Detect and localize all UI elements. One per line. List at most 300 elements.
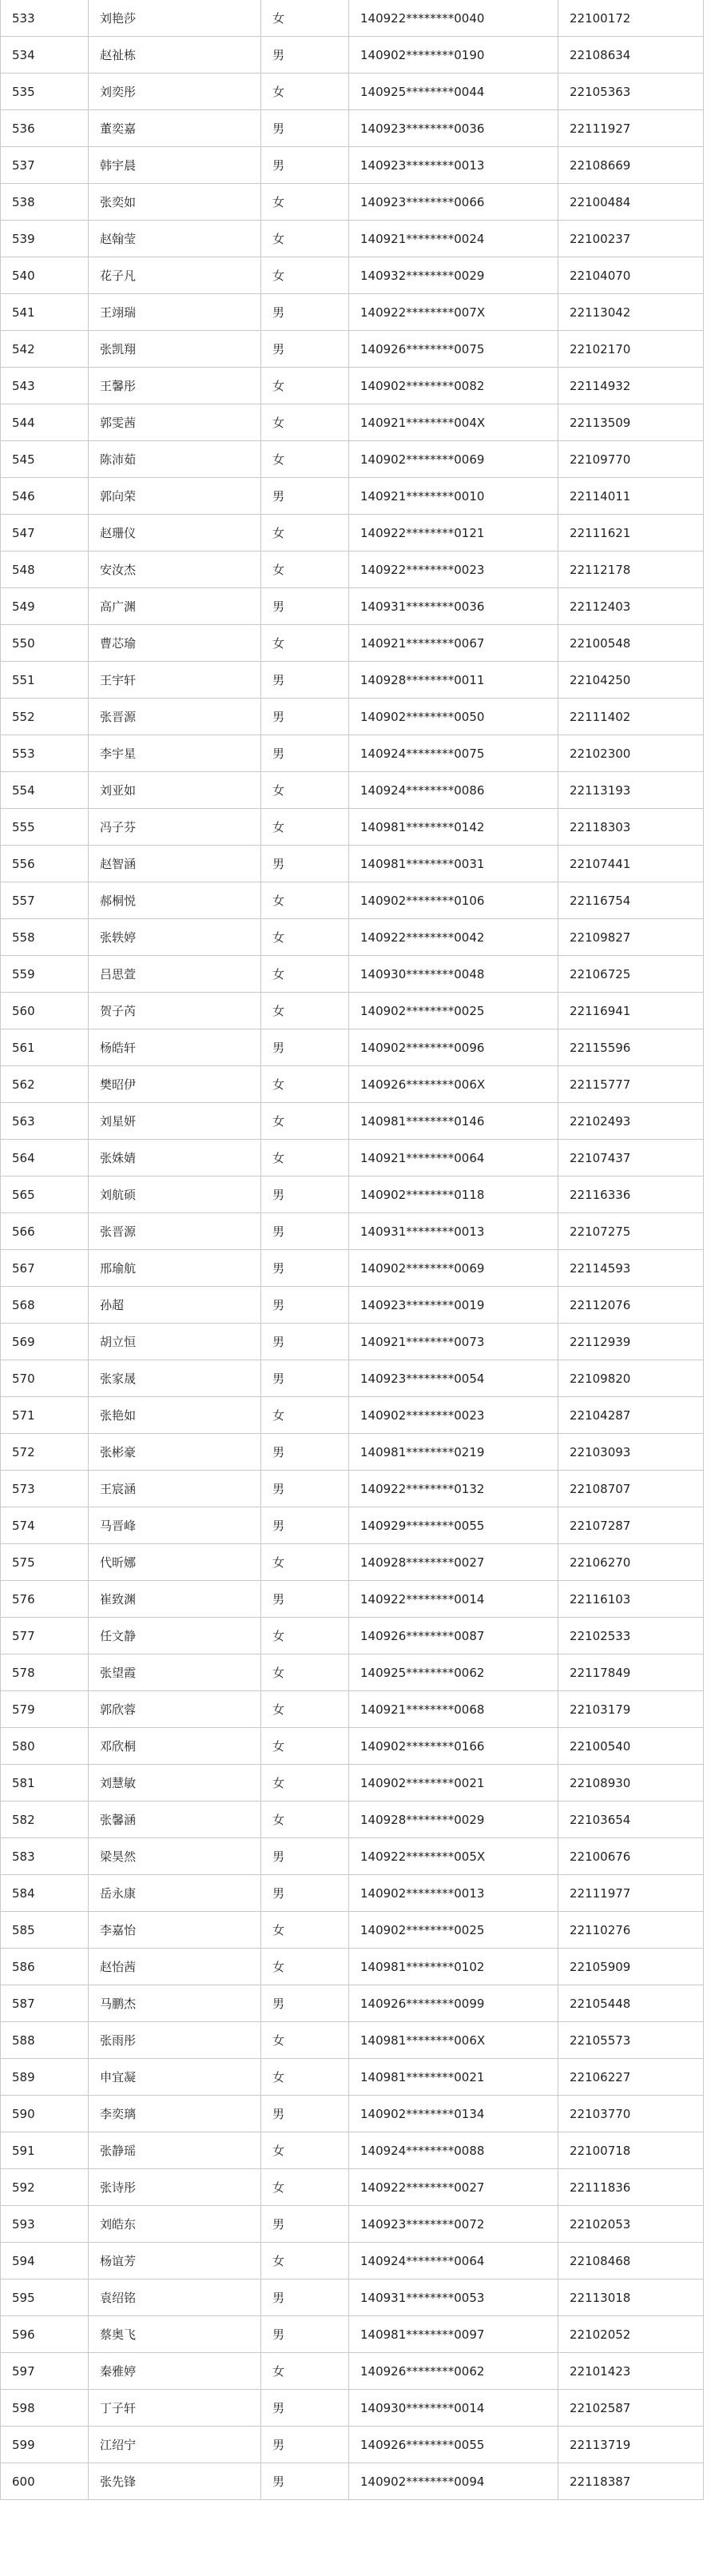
student-name: 李宇星 (89, 735, 261, 772)
student-name: 代昕娜 (89, 1544, 261, 1581)
exam-number: 22105573 (558, 2022, 704, 2059)
student-name: 赵珊仪 (89, 515, 261, 551)
gender-cell: 男 (261, 2316, 349, 2353)
row-number: 597 (1, 2353, 89, 2390)
id-number: 140922********0040 (349, 0, 558, 37)
student-name: 王宇轩 (89, 662, 261, 699)
table-row (1, 2390, 704, 2427)
table-row (1, 1875, 704, 1912)
row-number: 548 (1, 551, 89, 588)
id-number: 140902********0082 (349, 368, 558, 404)
id-number: 140928********0029 (349, 1802, 558, 1838)
exam-number: 22108707 (558, 1471, 704, 1507)
row-number: 598 (1, 2390, 89, 2427)
table-row (1, 1949, 704, 1985)
gender-cell: 男 (261, 735, 349, 772)
student-name: 刘慧敏 (89, 1765, 261, 1802)
table-row (1, 2169, 704, 2206)
student-name: 董奕嘉 (89, 110, 261, 147)
exam-number: 22100172 (558, 0, 704, 37)
exam-number: 22115777 (558, 1066, 704, 1103)
id-number: 140926********006X (349, 1066, 558, 1103)
table-row (1, 331, 704, 368)
gender-cell: 女 (261, 993, 349, 1029)
student-name: 张彬豪 (89, 1434, 261, 1471)
table-row (1, 2463, 704, 2500)
exam-number: 22116754 (558, 882, 704, 919)
student-name: 马晋峰 (89, 1507, 261, 1544)
student-name: 邓欣桐 (89, 1728, 261, 1765)
gender-cell: 男 (261, 699, 349, 735)
id-number: 140921********004X (349, 404, 558, 441)
student-name: 李嘉怡 (89, 1912, 261, 1949)
gender-cell: 女 (261, 956, 349, 993)
student-name: 邢瑜航 (89, 1250, 261, 1287)
row-number: 592 (1, 2169, 89, 2206)
id-number: 140923********0066 (349, 184, 558, 221)
table-row (1, 772, 704, 809)
gender-cell: 男 (261, 2427, 349, 2463)
gender-cell: 女 (261, 221, 349, 257)
gender-cell: 女 (261, 1912, 349, 1949)
table-row (1, 1213, 704, 1250)
table-row (1, 1397, 704, 1434)
gender-cell: 女 (261, 882, 349, 919)
gender-cell: 女 (261, 1140, 349, 1177)
row-number: 547 (1, 515, 89, 551)
row-number: 540 (1, 257, 89, 294)
exam-number: 22111927 (558, 110, 704, 147)
gender-cell: 男 (261, 37, 349, 74)
exam-number: 22113509 (558, 404, 704, 441)
exam-number: 22113018 (558, 2279, 704, 2316)
id-number: 140902********0094 (349, 2463, 558, 2500)
table-row (1, 1838, 704, 1875)
exam-number: 22103093 (558, 1434, 704, 1471)
gender-cell: 女 (261, 1544, 349, 1581)
gender-cell: 男 (261, 1250, 349, 1287)
student-name: 孙超 (89, 1287, 261, 1324)
table-row (1, 1728, 704, 1765)
table-row (1, 551, 704, 588)
row-number: 595 (1, 2279, 89, 2316)
student-name: 蔡奥飞 (89, 2316, 261, 2353)
id-number: 140902********0069 (349, 1250, 558, 1287)
id-number: 140921********0067 (349, 625, 558, 662)
gender-cell: 女 (261, 625, 349, 662)
row-number: 596 (1, 2316, 89, 2353)
student-name: 张凯翔 (89, 331, 261, 368)
table-row (1, 882, 704, 919)
row-number: 577 (1, 1618, 89, 1654)
gender-cell: 女 (261, 257, 349, 294)
row-number: 563 (1, 1103, 89, 1140)
gender-cell: 女 (261, 2022, 349, 2059)
id-number: 140981********0021 (349, 2059, 558, 2096)
student-name: 秦雅婷 (89, 2353, 261, 2390)
exam-number: 22110276 (558, 1912, 704, 1949)
gender-cell: 男 (261, 1324, 349, 1360)
student-name: 王宸涵 (89, 1471, 261, 1507)
row-number: 568 (1, 1287, 89, 1324)
gender-cell: 女 (261, 1728, 349, 1765)
student-name: 赵智涵 (89, 846, 261, 882)
exam-number: 22117849 (558, 1654, 704, 1691)
table-row (1, 699, 704, 735)
table-row (1, 1360, 704, 1397)
student-name: 杨谊芳 (89, 2243, 261, 2279)
id-number: 140923********0054 (349, 1360, 558, 1397)
id-number: 140922********007X (349, 294, 558, 331)
student-name: 赵怡茜 (89, 1949, 261, 1985)
gender-cell: 男 (261, 1581, 349, 1618)
table-row (1, 1654, 704, 1691)
student-name: 胡立恒 (89, 1324, 261, 1360)
table-row (1, 1177, 704, 1213)
table-row (1, 184, 704, 221)
student-name: 丁子轩 (89, 2390, 261, 2427)
row-number: 578 (1, 1654, 89, 1691)
id-number: 140902********0023 (349, 1397, 558, 1434)
table-row (1, 1029, 704, 1066)
row-number: 559 (1, 956, 89, 993)
gender-cell: 男 (261, 2096, 349, 2132)
gender-cell: 女 (261, 404, 349, 441)
exam-number: 22103654 (558, 1802, 704, 1838)
gender-cell: 男 (261, 147, 349, 184)
table-row (1, 625, 704, 662)
gender-cell: 男 (261, 478, 349, 515)
exam-number: 22108669 (558, 147, 704, 184)
gender-cell: 女 (261, 74, 349, 110)
gender-cell: 女 (261, 809, 349, 846)
exam-number: 22109827 (558, 919, 704, 956)
exam-number: 22116336 (558, 1177, 704, 1213)
table-row (1, 1985, 704, 2022)
id-number: 140922********0042 (349, 919, 558, 956)
table-row (1, 1103, 704, 1140)
student-name: 崔致渊 (89, 1581, 261, 1618)
table-row (1, 846, 704, 882)
row-number: 587 (1, 1985, 89, 2022)
student-name: 王翊瑞 (89, 294, 261, 331)
student-name: 刘皓东 (89, 2206, 261, 2243)
student-name: 郭向荣 (89, 478, 261, 515)
exam-number: 22107287 (558, 1507, 704, 1544)
gender-cell: 女 (261, 1802, 349, 1838)
gender-cell: 男 (261, 2390, 349, 2427)
table-row (1, 294, 704, 331)
student-name: 马鹏杰 (89, 1985, 261, 2022)
exam-number: 22100676 (558, 1838, 704, 1875)
id-number: 140930********0048 (349, 956, 558, 993)
gender-cell: 男 (261, 1875, 349, 1912)
student-name: 吕思萱 (89, 956, 261, 993)
student-name: 曹芯瑜 (89, 625, 261, 662)
table-row (1, 1544, 704, 1581)
gender-cell: 女 (261, 1618, 349, 1654)
gender-cell: 男 (261, 294, 349, 331)
table-row (1, 515, 704, 551)
row-number: 550 (1, 625, 89, 662)
gender-cell: 男 (261, 662, 349, 699)
exam-number: 22100540 (558, 1728, 704, 1765)
student-name: 岳永康 (89, 1875, 261, 1912)
table-row (1, 368, 704, 404)
student-name: 张晋源 (89, 699, 261, 735)
row-number: 590 (1, 2096, 89, 2132)
gender-cell: 男 (261, 2463, 349, 2500)
id-number: 140930********0014 (349, 2390, 558, 2427)
table-row (1, 2427, 704, 2463)
student-name: 杨皓轩 (89, 1029, 261, 1066)
gender-cell: 男 (261, 588, 349, 625)
exam-number: 22112178 (558, 551, 704, 588)
exam-number: 22106725 (558, 956, 704, 993)
id-number: 140902********0106 (349, 882, 558, 919)
row-number: 533 (1, 0, 89, 37)
student-name: 赵翰莹 (89, 221, 261, 257)
gender-cell: 女 (261, 1654, 349, 1691)
id-number: 140981********0146 (349, 1103, 558, 1140)
id-number: 140925********0044 (349, 74, 558, 110)
id-number: 140923********0036 (349, 110, 558, 147)
exam-number: 22112939 (558, 1324, 704, 1360)
id-number: 140902********0025 (349, 1912, 558, 1949)
exam-number: 22111621 (558, 515, 704, 551)
row-number: 570 (1, 1360, 89, 1397)
table-row (1, 1066, 704, 1103)
table-row (1, 1324, 704, 1360)
row-number: 562 (1, 1066, 89, 1103)
exam-number: 22108468 (558, 2243, 704, 2279)
id-number: 140922********0023 (349, 551, 558, 588)
student-name: 任文静 (89, 1618, 261, 1654)
row-number: 580 (1, 1728, 89, 1765)
id-number: 140924********0088 (349, 2132, 558, 2169)
gender-cell: 女 (261, 1103, 349, 1140)
gender-cell: 女 (261, 1949, 349, 1985)
row-number: 565 (1, 1177, 89, 1213)
exam-number: 22111977 (558, 1875, 704, 1912)
id-number: 140922********0027 (349, 2169, 558, 2206)
student-name: 刘星妍 (89, 1103, 261, 1140)
gender-cell: 女 (261, 2169, 349, 2206)
row-number: 556 (1, 846, 89, 882)
id-number: 140928********0027 (349, 1544, 558, 1581)
gender-cell: 女 (261, 2243, 349, 2279)
table-row (1, 37, 704, 74)
table-row (1, 110, 704, 147)
row-number: 535 (1, 74, 89, 110)
exam-number: 22111836 (558, 2169, 704, 2206)
id-number: 140902********0190 (349, 37, 558, 74)
row-number: 582 (1, 1802, 89, 1838)
exam-number: 22116941 (558, 993, 704, 1029)
row-number: 566 (1, 1213, 89, 1250)
gender-cell: 女 (261, 1765, 349, 1802)
student-name: 袁绍铭 (89, 2279, 261, 2316)
table-row (1, 588, 704, 625)
student-name: 张姝婧 (89, 1140, 261, 1177)
exam-number: 22109770 (558, 441, 704, 478)
student-name: 刘亚如 (89, 772, 261, 809)
exam-number: 22102053 (558, 2206, 704, 2243)
row-number: 581 (1, 1765, 89, 1802)
id-number: 140902********0013 (349, 1875, 558, 1912)
row-number: 537 (1, 147, 89, 184)
id-number: 140922********005X (349, 1838, 558, 1875)
id-number: 140902********0118 (349, 1177, 558, 1213)
row-number: 571 (1, 1397, 89, 1434)
exam-number: 22114593 (558, 1250, 704, 1287)
exam-number: 22114932 (558, 368, 704, 404)
exam-number: 22107275 (558, 1213, 704, 1250)
row-number: 586 (1, 1949, 89, 1985)
exam-number: 22104287 (558, 1397, 704, 1434)
gender-cell: 女 (261, 1691, 349, 1728)
id-number: 140931********0036 (349, 588, 558, 625)
table-row (1, 1912, 704, 1949)
student-name: 张诗彤 (89, 2169, 261, 2206)
student-name: 申宜凝 (89, 2059, 261, 2096)
table-row (1, 441, 704, 478)
table-row (1, 2132, 704, 2169)
gender-cell: 男 (261, 1360, 349, 1397)
table-row (1, 2096, 704, 2132)
gender-cell: 男 (261, 110, 349, 147)
exam-number: 22102170 (558, 331, 704, 368)
id-number: 140902********0096 (349, 1029, 558, 1066)
row-number: 589 (1, 2059, 89, 2096)
exam-number: 22118303 (558, 809, 704, 846)
id-number: 140932********0029 (349, 257, 558, 294)
gender-cell: 女 (261, 772, 349, 809)
id-number: 140923********0019 (349, 1287, 558, 1324)
row-number: 554 (1, 772, 89, 809)
gender-cell: 女 (261, 515, 349, 551)
table-row (1, 2279, 704, 2316)
exam-number: 22103770 (558, 2096, 704, 2132)
exam-number: 22112403 (558, 588, 704, 625)
id-number: 140902********0021 (349, 1765, 558, 1802)
gender-cell: 女 (261, 2132, 349, 2169)
exam-number: 22105909 (558, 1949, 704, 1985)
exam-number: 22100484 (558, 184, 704, 221)
row-number: 560 (1, 993, 89, 1029)
student-name: 冯子芬 (89, 809, 261, 846)
row-number: 538 (1, 184, 89, 221)
row-number: 536 (1, 110, 89, 147)
exam-number: 22100548 (558, 625, 704, 662)
gender-cell: 男 (261, 1029, 349, 1066)
table-row (1, 2316, 704, 2353)
student-name: 张奕如 (89, 184, 261, 221)
table-row (1, 993, 704, 1029)
student-name: 张望霞 (89, 1654, 261, 1691)
row-number: 584 (1, 1875, 89, 1912)
row-number: 549 (1, 588, 89, 625)
student-name: 张艳如 (89, 1397, 261, 1434)
row-number: 599 (1, 2427, 89, 2463)
exam-number: 22109820 (558, 1360, 704, 1397)
row-number: 574 (1, 1507, 89, 1544)
exam-number: 22100237 (558, 221, 704, 257)
id-number: 140923********0013 (349, 147, 558, 184)
student-name: 刘奕彤 (89, 74, 261, 110)
exam-number: 22106227 (558, 2059, 704, 2096)
student-name: 张先锋 (89, 2463, 261, 2500)
row-number: 600 (1, 2463, 89, 2500)
gender-cell: 男 (261, 1287, 349, 1324)
row-number: 544 (1, 404, 89, 441)
student-name: 张晋源 (89, 1213, 261, 1250)
id-number: 140981********0219 (349, 1434, 558, 1471)
exam-number: 22105448 (558, 1985, 704, 2022)
student-name: 江绍宁 (89, 2427, 261, 2463)
exam-number: 22102533 (558, 1618, 704, 1654)
table-row (1, 735, 704, 772)
exam-number: 22111402 (558, 699, 704, 735)
gender-cell: 男 (261, 2206, 349, 2243)
student-name: 安汝杰 (89, 551, 261, 588)
row-number: 552 (1, 699, 89, 735)
table-row (1, 147, 704, 184)
student-name: 王馨彤 (89, 368, 261, 404)
exam-number: 22101423 (558, 2353, 704, 2390)
id-number: 140981********0142 (349, 809, 558, 846)
student-name: 李奕璃 (89, 2096, 261, 2132)
table-row (1, 1802, 704, 1838)
gender-cell: 男 (261, 1177, 349, 1213)
student-name: 张雨彤 (89, 2022, 261, 2059)
gender-cell: 女 (261, 441, 349, 478)
id-number: 140926********0099 (349, 1985, 558, 2022)
gender-cell: 女 (261, 0, 349, 37)
table-row (1, 662, 704, 699)
id-number: 140981********0097 (349, 2316, 558, 2353)
row-number: 539 (1, 221, 89, 257)
id-number: 140902********0069 (349, 441, 558, 478)
exam-number: 22104250 (558, 662, 704, 699)
id-number: 140931********0013 (349, 1213, 558, 1250)
student-name: 刘航硕 (89, 1177, 261, 1213)
table-row (1, 1140, 704, 1177)
row-number: 543 (1, 368, 89, 404)
table-row (1, 1765, 704, 1802)
table-row (1, 2353, 704, 2390)
row-number: 583 (1, 1838, 89, 1875)
id-number: 140921********0064 (349, 1140, 558, 1177)
id-number: 140926********0087 (349, 1618, 558, 1654)
id-number: 140922********0121 (349, 515, 558, 551)
id-number: 140923********0072 (349, 2206, 558, 2243)
row-number: 591 (1, 2132, 89, 2169)
id-number: 140924********0086 (349, 772, 558, 809)
id-number: 140922********0132 (349, 1471, 558, 1507)
table-row (1, 2059, 704, 2096)
row-number: 579 (1, 1691, 89, 1728)
gender-cell: 女 (261, 2353, 349, 2390)
table-row (1, 257, 704, 294)
row-number: 573 (1, 1471, 89, 1507)
exam-number: 22102052 (558, 2316, 704, 2353)
exam-number: 22100718 (558, 2132, 704, 2169)
student-name: 高广渊 (89, 588, 261, 625)
gender-cell: 女 (261, 551, 349, 588)
exam-number: 22112076 (558, 1287, 704, 1324)
exam-number: 22116103 (558, 1581, 704, 1618)
